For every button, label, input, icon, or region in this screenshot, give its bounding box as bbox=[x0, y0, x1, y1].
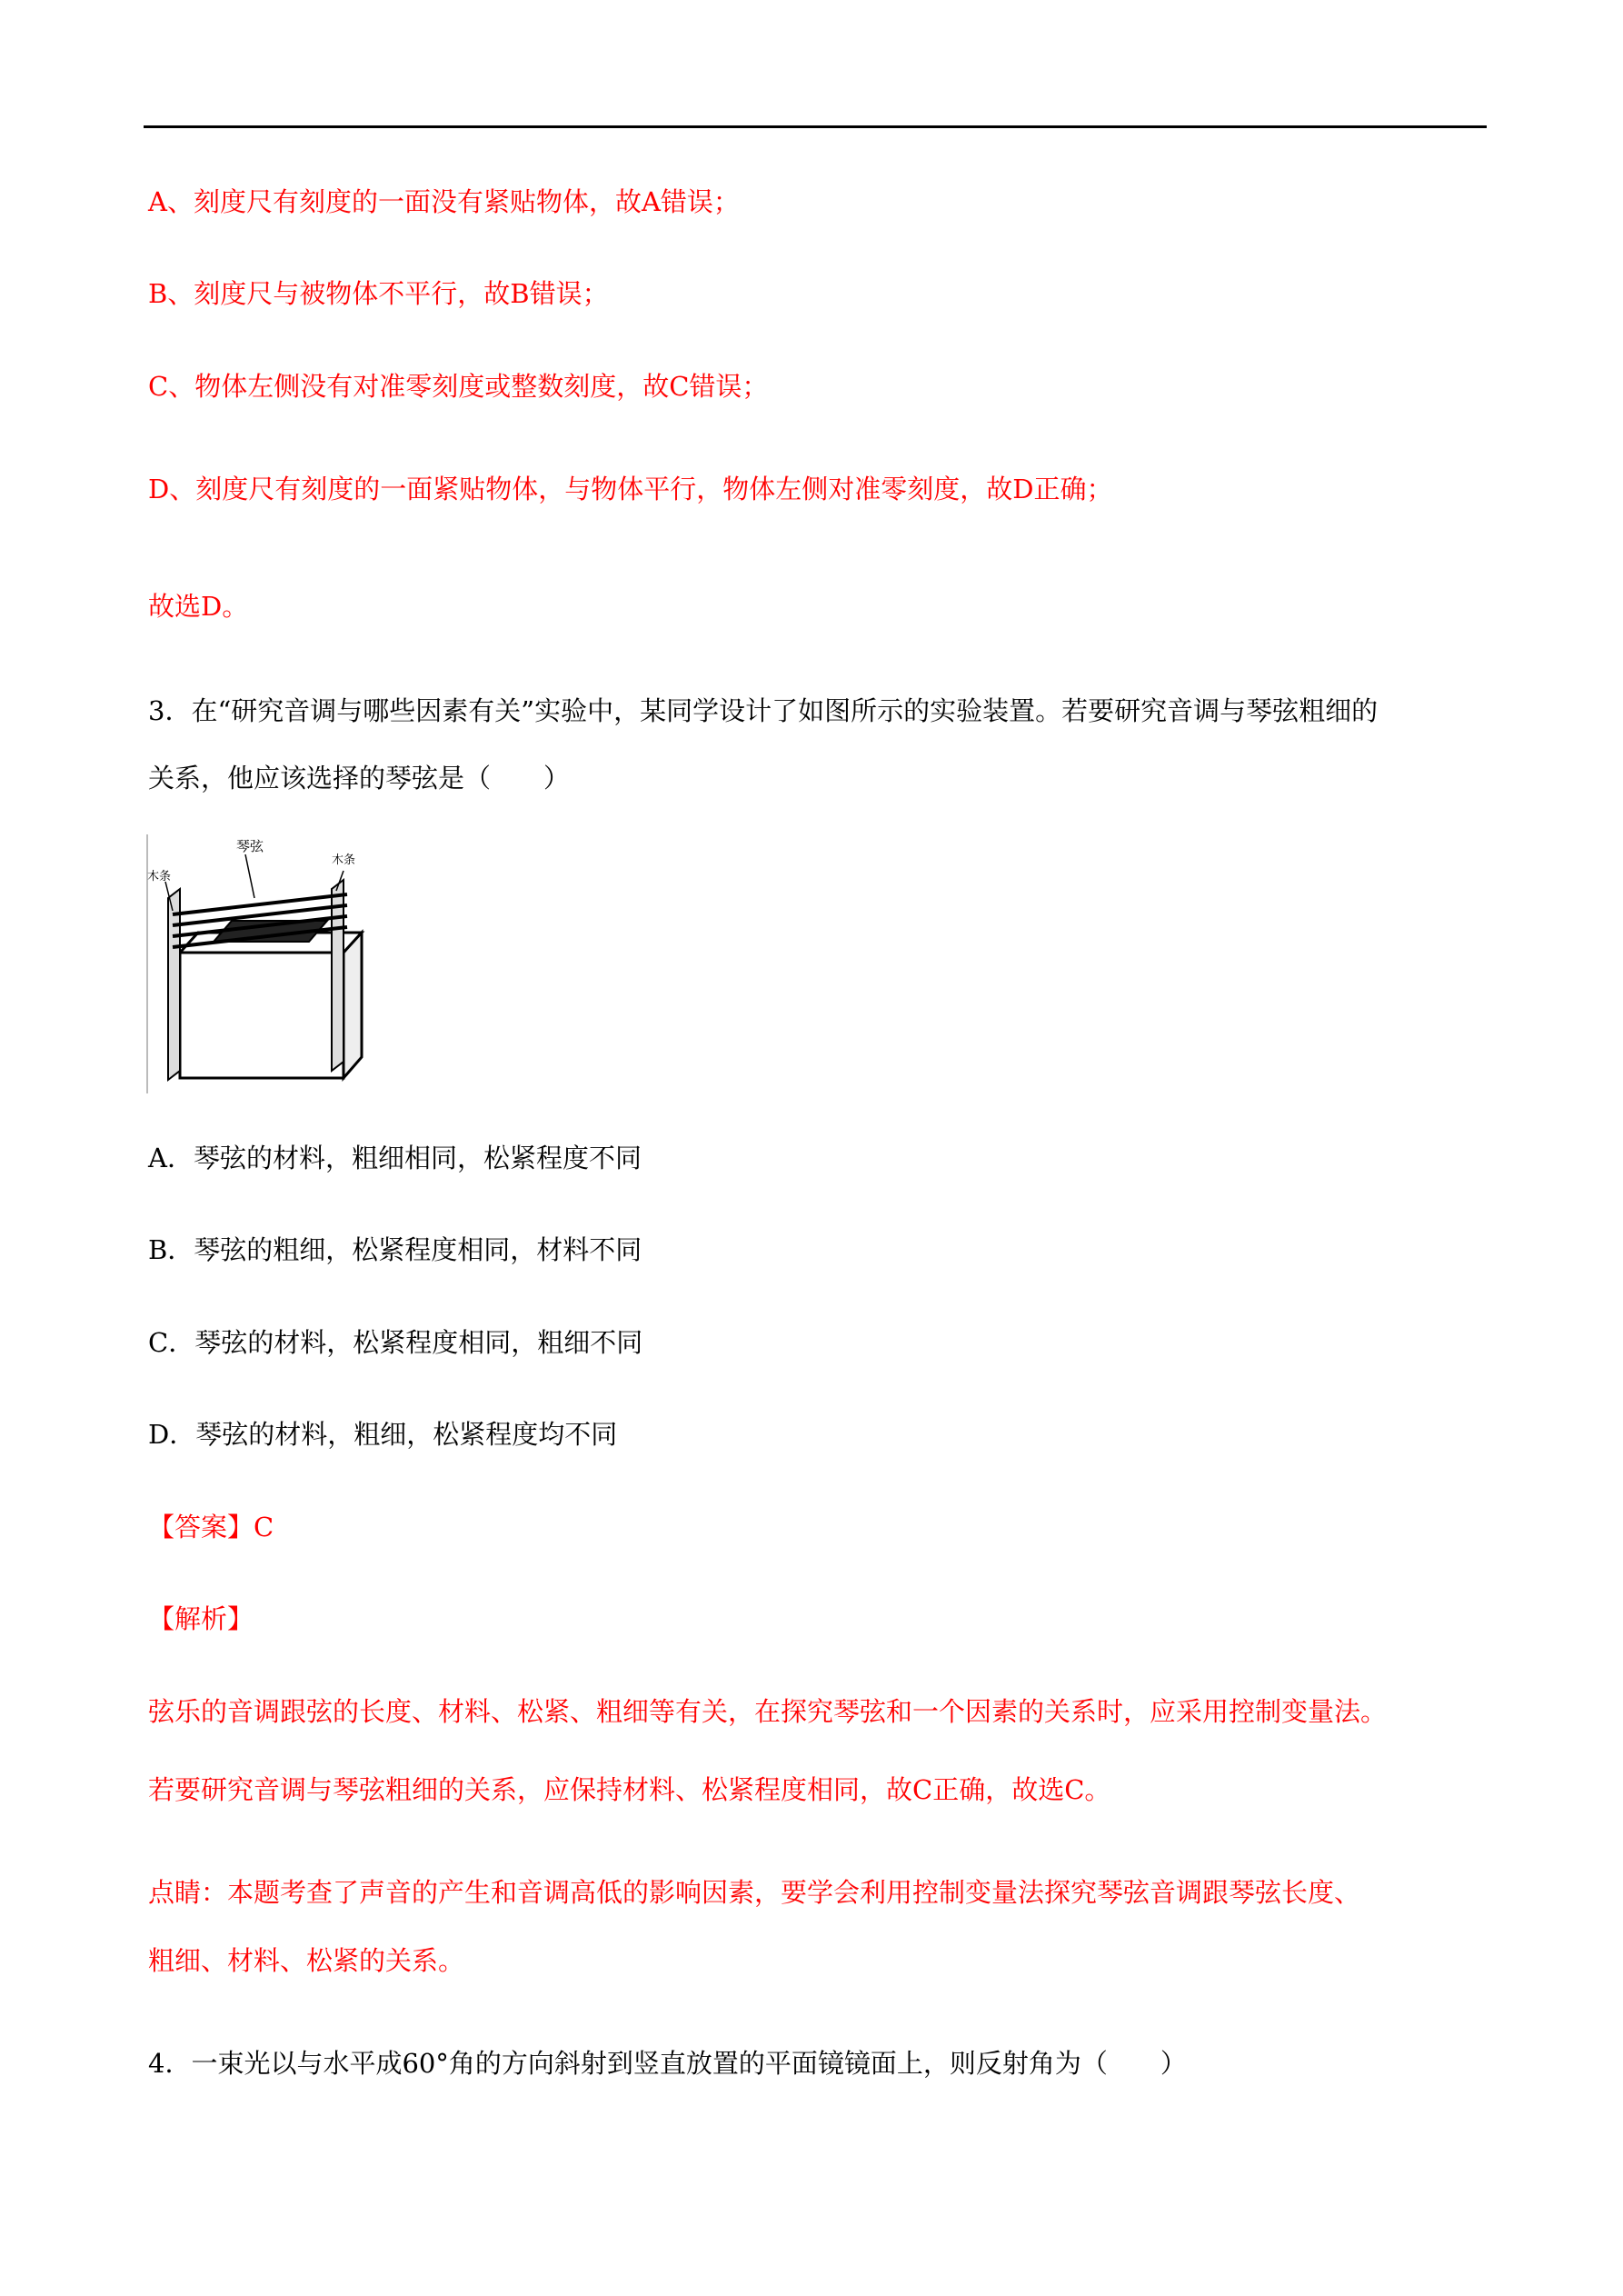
solution-option-a: A、刻度尺有刻度的一面没有紧贴物体，故A错误； bbox=[148, 186, 740, 217]
analysis-label: 【解析】 bbox=[148, 1603, 254, 1634]
question-3-option-b: B．琴弦的粗细，松紧程度相同，材料不同 bbox=[148, 1234, 642, 1265]
solution-conclusion: 故选D。 bbox=[148, 591, 249, 622]
comment-line1: 点睛：本题考查了声音的产生和音调高低的影响因素，要学会利用控制变量法探究琴弦音调跟琴弦长度、 bbox=[148, 1877, 1361, 1908]
question-3-option-d: D．琴弦的材料，粗细，松紧程度均不同 bbox=[148, 1419, 618, 1450]
question-3-stem-line1: 3．在“研究音调与哪些因素有关”实验中，某同学设计了如图所示的实验装置。若要研究音调与琴弦粗细的 bbox=[148, 695, 1379, 726]
solution-option-d: D、刻度尺有刻度的一面紧贴物体，与物体平行，物体左侧对准零刻度，故D正确； bbox=[148, 474, 1113, 504]
analysis-line2: 若要研究音调与琴弦粗细的关系，应保持材料、松紧程度相同，故C正确，故选C。 bbox=[148, 1774, 1111, 1805]
header-rule bbox=[144, 125, 1487, 128]
figure-label-wood-right: 木条 bbox=[332, 854, 356, 867]
question-4-stem: 4．一束光以与水平成60°角的方向斜射到竖直放置的平面镜镜面上，则反射角为（ ） bbox=[148, 2048, 1187, 2079]
question-3-stem-line2: 关系，他应该选择的琴弦是（ ） bbox=[148, 763, 571, 794]
question-3-option-a: A．琴弦的材料，粗细相同，松紧程度不同 bbox=[148, 1143, 642, 1173]
analysis-line1: 弦乐的音调跟弦的长度、材料、松紧、粗细等有关，在探究琴弦和一个因素的关系时，应采用控制变量法。 bbox=[148, 1696, 1388, 1727]
solution-option-c: C、物体左侧没有对准零刻度或整数刻度，故C错误； bbox=[148, 371, 769, 402]
solution-option-b: B、刻度尺与被物体不平行，故B错误； bbox=[148, 278, 609, 309]
figure-label-strings: 琴弦 bbox=[236, 838, 264, 854]
comment-line2: 粗细、材料、松紧的关系。 bbox=[148, 1945, 465, 1976]
figure-label-wood-left: 木条 bbox=[147, 870, 172, 883]
question-3-option-c: C．琴弦的材料，松紧程度相同，粗细不同 bbox=[148, 1327, 643, 1358]
string-instrument-figure bbox=[145, 834, 373, 1093]
answer-label: 【答案】C bbox=[148, 1512, 274, 1542]
